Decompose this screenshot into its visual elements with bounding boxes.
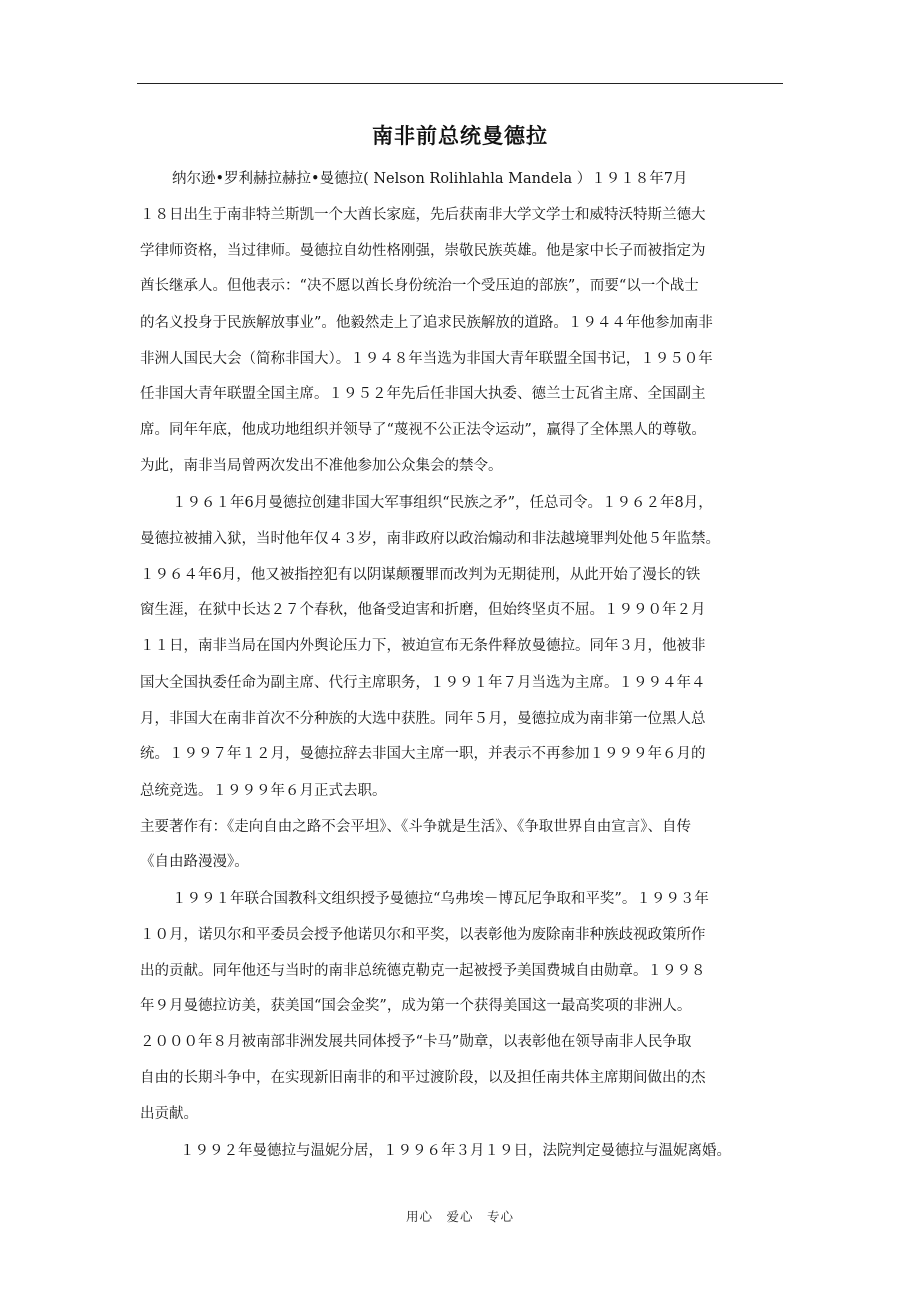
body-line: 任非国大青年联盟全国主席。１９５２年先后任非国大执委、德兰士瓦省主席、全国副主 (140, 386, 706, 402)
body-line: 年９月曼德拉访美，获美国“国会金奖”，成为第一个获得美国这一最高奖项的非洲人。 (140, 998, 692, 1014)
body-line: 主要著作有：《走向自由之路不会平坦》、《斗争就是生活》、《争取世界自由宣言》、自传 (140, 819, 691, 835)
body-line: 月，非国大在南非首次不分种族的大选中获胜。同年５月，曼德拉成为南非第一位黑人总 (140, 711, 706, 727)
body-line: 纳尔逊•罗利赫拉赫拉•曼德拉( Nelson Rolihlahla Mandela ）１９１８年7月 (172, 171, 688, 187)
body-line: 学律师资格，当过律师。曼德拉自幼性格刚强，崇敬民族英雄。他是家中长子而被指定为 (140, 243, 706, 259)
document-title: 南非前总统曼德拉 (372, 124, 548, 148)
body-line: 非洲人国民大会（简称非国大）。１９４８年当选为非国大青年联盟全国书记，１９５０年 (140, 351, 713, 367)
body-line: 的名义投身于民族解放事业”。他毅然走上了追求民族解放的道路。１９４４年他参加南非 (140, 315, 713, 331)
body-line: １９９２年曼德拉与温妮分居，１９９６年３月１９日，法院判定曼德拉与温妮离婚。 (180, 1143, 731, 1159)
page-footer: 用心 爱心 专心 (405, 1209, 514, 1224)
body-line: 出的贡献。同年他还与当时的南非总统德克勒克一起被授予美国费城自由勋章。１９９８ (140, 963, 706, 979)
body-line: 席。同年年底，他成功地组织并领导了“蔑视不公正法令运动”，赢得了全体黑人的尊敬。 (140, 422, 706, 438)
body-line: １９６４年6月，他又被指控犯有以阴谋颠覆罪而改判为无期徒刑，从此开始了漫长的铁 (140, 567, 701, 583)
body-line: 自由的长期斗争中，在实现新旧南非的和平过渡阶段，以及担任南共体主席期间做出的杰 (140, 1070, 706, 1086)
body-line: 国大全国执委任命为副主席、代行主席职务，１９９１年７月当选为主席。１９９４年４ (140, 675, 706, 691)
body-line: ２０００年８月被南部非洲发展共同体授予“卡马”勋章，以表彰他在领导南非人民争取 (140, 1034, 692, 1050)
body-line: 为此，南非当局曾两次发出不准他参加公众集会的禁令。 (140, 458, 503, 474)
body-line: １９６１年6月曼德拉创建非国大军事组织“民族之矛”，任总司令。１９６２年8月， (172, 495, 713, 511)
body-line: 曼德拉被捕入狱，当时他年仅４３岁，南非政府以政治煽动和非法越境罪判处他５年监禁。 (140, 531, 720, 547)
body-line: １０月，诺贝尔和平委员会授予他诺贝尔和平奖，以表彰他为废除南非种族歧视政策所作 (140, 927, 706, 943)
body-line: １８日出生于南非特兰斯凯一个大酋长家庭，先后获南非大学文学士和威特沃特斯兰德大 (140, 207, 706, 223)
body-line: 酋长继承人。但他表示：“决不愿以酋长身份统治一个受压迫的部族”，而要“以一个战士 (140, 278, 699, 294)
body-line: １１日，南非当局在国内外舆论压力下，被迫宣布无条件释放曼德拉。同年３月，他被非 (140, 638, 706, 654)
body-line: 总统竞选。１９９９年６月正式去职。 (140, 783, 387, 799)
header-rule (137, 83, 783, 84)
body-line: １９９１年联合国教科文组织授予曼德拉“乌弗埃－博瓦尼争取和平奖”。１９９３年 (172, 891, 709, 907)
body-line: 《自由路漫漫》。 (140, 854, 249, 870)
body-line: 窗生涯，在狱中长达２７个春秋，他备受迫害和折磨，但始终坚贞不屈。１９９０年２月 (140, 602, 706, 618)
body-line: 统。１９９７年１２月，曼德拉辞去非国大主席一职，并表示不再参加１９９９年６月的 (140, 746, 706, 762)
body-line: 出贡献。 (140, 1106, 198, 1122)
